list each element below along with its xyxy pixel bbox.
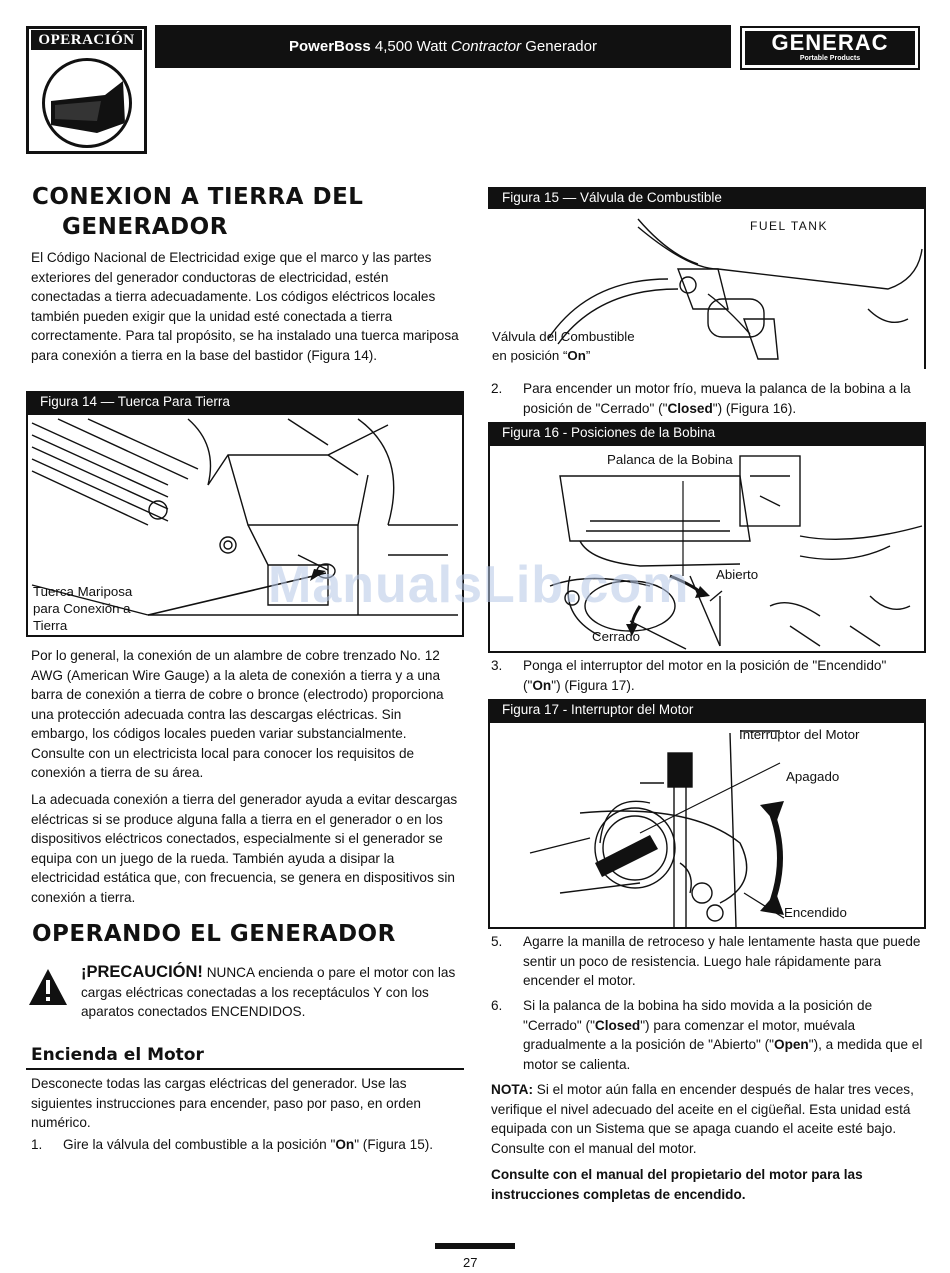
caution-text: NUNCA encienda o pare el motor con las cargas eléctricas conectadas a los receptáculos Y con los aparatos conectados ENCENDIDOS.	[81, 965, 456, 1019]
figure-15-title: Figura 15 — Válvula de Combustible	[488, 187, 926, 209]
fuel-tank-label: FUEL TANK	[750, 219, 828, 233]
warning-icon	[28, 968, 68, 1011]
document-title	[155, 25, 731, 68]
brand-subtitle: Portable Products	[799, 55, 861, 62]
brand-name: GENERAC	[771, 30, 889, 55]
choke-closed-label: Cerrado	[592, 629, 641, 644]
figure-15-illustration	[488, 209, 926, 369]
subheading-start-engine: Encienda el Motor	[31, 1045, 204, 1065]
figure-16	[488, 422, 926, 653]
switch-on-label: Encendido	[784, 905, 847, 920]
grounding-benefit-paragraph: La adecuada conexión a tierra del generador ayuda a evitar descargas eléctricas si se produce alguna falla a tierra en el generador o en los dispositivos eléctricos conectados, especialmente si el generador se equipa con un juego de la rueda. También ayuda a disipar la electricidad estática que, con frecuencia, se genera en dispositivos sin conexión a tierra.	[31, 792, 458, 905]
note-paragraph	[491, 1080, 921, 1158]
section-label: OPERACIÓN	[31, 30, 142, 50]
choke-open-label: Abierto	[716, 567, 759, 582]
figure-14-title: Figura 14 — Tuerca Para Tierra	[26, 391, 464, 413]
figure-16-illustration	[488, 444, 926, 653]
engine-switch-label: Interruptor del Motor	[739, 727, 860, 742]
heading-operating: OPERANDO EL GENERADOR	[32, 921, 396, 947]
subheading-rule	[26, 1068, 464, 1070]
note-label: NOTA:	[491, 1082, 534, 1097]
heading-grounding: CONEXION A TIERRA DEL	[32, 184, 364, 210]
title-product: PowerBoss	[289, 38, 371, 55]
figure-15	[488, 187, 926, 369]
intro-paragraph: El Código Nacional de Electricidad exige que el marco y las partes exteriores del generador conductoras de electricidad, estén conectadas a tierra adecuadamente. Los códigos eléctricos locales también pueden exigir que la unidad esté conectada a tierra correctamente. Para tal propósito, se ha instalado una tuerca mariposa para conexión a tierra en la base del bastidor (Figura 14).	[31, 250, 459, 363]
disconnect-paragraph: Desconecte todas las cargas eléctricas del generador. Use las siguientes instrucciones para encender, paso por paso, en orden numérico.	[31, 1076, 421, 1130]
step-3: 3. Ponga el interruptor del motor en la posición de "Encendido" ("On") (Figura 17).	[491, 658, 887, 693]
step-1: 1. Gire la válvula del combustible a la posición "On" (Figura 15).	[31, 1137, 434, 1152]
caution-notice	[81, 963, 465, 1022]
title-generator: Generador	[525, 38, 597, 55]
title-watt: 4,500 Watt	[374, 38, 447, 55]
figure-15-label: Válvula del Combustible en posición “On”	[492, 329, 635, 363]
switch-off-label: Apagado	[786, 769, 840, 784]
choke-lever-label: Palanca de la Bobina	[605, 450, 735, 470]
step-2: 2. Para encender un motor frío, mueva la palanca de la bobina a la posición de "Cerrado" ("Closed") (Figura 16).	[491, 381, 911, 416]
figure-16-title: Figura 16 - Posiciones de la Bobina	[488, 422, 926, 444]
operation-icon	[42, 58, 132, 148]
step-5: 5. Agarre la manilla de retroceso y hale lentamente hasta que puede sentir un poco de resistencia. Luego hale rápidamente para encender el motor.	[491, 934, 921, 988]
figure-17-illustration	[488, 721, 926, 929]
figure-14-label: Tuerca Mariposa para Conexión a Tierra	[33, 584, 133, 633]
caution-word: ¡PRECAUCIÓN!	[81, 963, 203, 981]
awg-paragraph: Por lo general, la conexión de un alambre de cobre trenzado No. 12 AWG (American Wire Gauge) a la aleta de conexión a tierra y a una barra de conexión a tierra de cobre o bronce (electrodo) proporciona una protección adecuada contra las descargas eléctricas. Sin embargo, los códigos locales pueden variar substancialmente. Consulte con un electricista local para conocer los requisitos de conexión a tierra de su área.	[31, 648, 444, 780]
page-number: 27	[463, 1255, 478, 1270]
final-instruction: Consulte con el manual del propietario del motor para las instrucciones completas de encendido.	[491, 1167, 863, 1202]
figure-17	[488, 699, 926, 929]
note-text: Si el motor aún falla en encender después de halar tres veces, verifique el nivel adecuado del aceite en el cigüeñal. Esta unidad está equipada con un Sistema que se apaga cuando el aceite esté bajo. Consulte con el manual del motor.	[491, 1082, 914, 1156]
title-model: Contractor	[451, 38, 522, 55]
brand-logo	[740, 26, 920, 70]
watermark: ManualsLib.com	[268, 556, 690, 614]
figure-17-title: Figura 17 - Interruptor del Motor	[488, 699, 926, 721]
footer-bar	[435, 1243, 515, 1249]
heading-grounding-line2: GENERADOR	[62, 214, 228, 240]
step-6: 6. Si la palanca de la bobina ha sido movida a la posición de "Cerrado" ("Closed") para comenzar el motor, muévala gradualmente a la posición de "Abierto" ("Open"), a medida que el motor se calienta.	[491, 998, 923, 1072]
